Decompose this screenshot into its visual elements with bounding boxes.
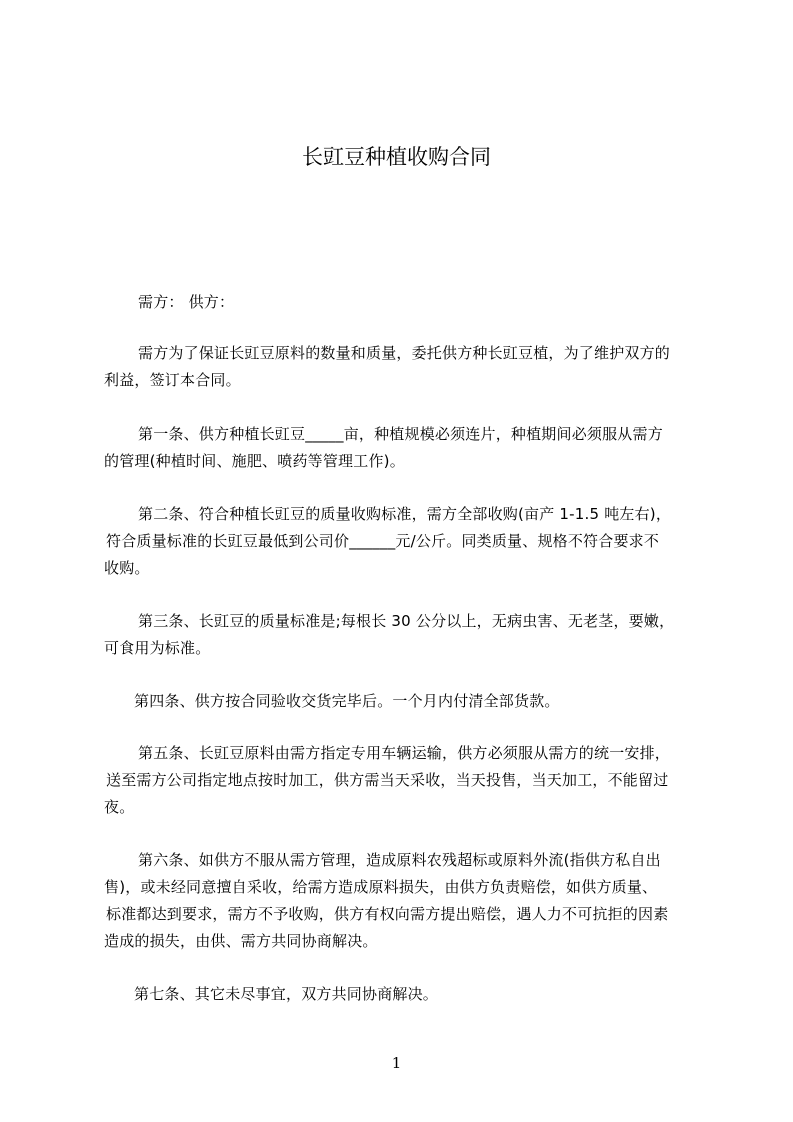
article-4: 第四条、供方按合同验收交货完毕后。一个月内付清全部货款。 xyxy=(134,692,560,710)
document-title: 长豇豆种植收购合同 xyxy=(302,145,491,169)
parties-line: 需方： 供方： xyxy=(138,293,235,311)
intro-paragraph: 需方为了保证长豇豆原料的数量和质量，委托供方种长豇豆植，为了维护双方的 利益，签订本合同。 xyxy=(104,344,671,389)
article-5: 第五条、长豇豆原料由需方指定专用车辆运输，供方必须服从需方的统一安排， 送至需方公司指定地点按时加工，供方需当天采收，当天投售，当天加工，不能留过 夜。 xyxy=(104,744,671,816)
page-number: 1 xyxy=(391,1054,402,1072)
article-2: 第二条、符合种植长豇豆的质量收购标准，需方全部收购(亩产 1-1.5 吨左右)， 符合质量标准的长豇豆最低到公司价______元/公斤。同类质量、规格不符合要求不 收购。 xyxy=(104,505,672,577)
article-3: 第三条、长豇豆的质量标准是;每根长 30 公分以上，无病虫害、无老茎，要嫩， 可食用为标准。 xyxy=(104,612,675,657)
article-7: 第七条、其它未尽事宜，双方共同协商解决。 xyxy=(134,985,439,1003)
article-1: 第一条、供方种植长豇豆_____亩，种植规模必须连片，种植期间必须服从需方 的管理(种植时间、施肥、喷药等管理工作)。 xyxy=(104,425,663,470)
article-6: 第六条、如供方不服从需方管理，造成原料农残超标或原料外流(指供方私自出 售)，或未经同意擅自采收，给需方造成原料损失，由供方负责赔偿，如供方质量、 标准都达到要求，需方不予收购，供方有权向需方提出赔偿，遇人力不可抗拒的因素 造成的损失，由供、需方共同协商解决。 xyxy=(104,851,669,950)
